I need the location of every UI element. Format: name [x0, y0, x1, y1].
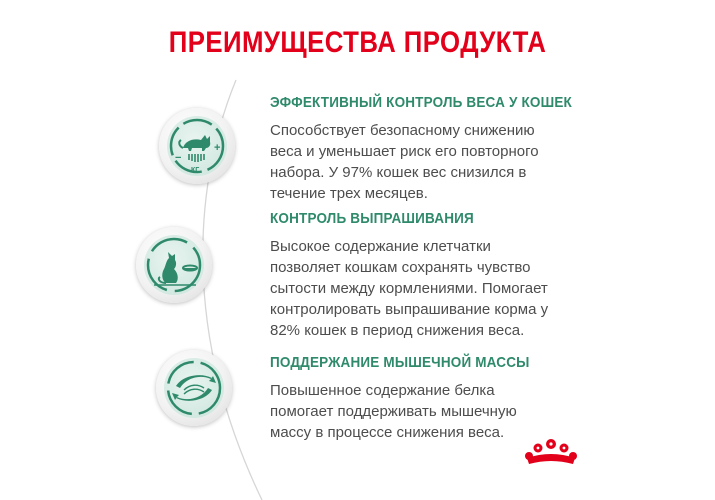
weight-control-badge: [159, 108, 235, 184]
muscle-fiber-icon: [156, 350, 232, 426]
muscle-mass-badge: [156, 350, 232, 426]
svg-text:+: +: [214, 142, 221, 154]
feature-begging-control: [270, 210, 600, 341]
feature-heading: ЭФФЕКТИВНЫЙ КОНТРОЛЬ ВЕСА У КОШЕК: [270, 94, 572, 111]
begging-control-badge: [136, 227, 212, 303]
svg-text:−: −: [175, 152, 182, 164]
cat-on-scale-icon: [159, 108, 235, 184]
feature-weight-control: [270, 94, 600, 204]
feature-description: Способствует безопасному снижению веса и уменьшает риск его повторного набора. У 97% кошек вес снизился в течение трех месяцев.: [270, 122, 539, 202]
cat-with-bowl-icon: [136, 227, 212, 303]
page-title: ПРЕИМУЩЕСТВА ПРОДУКТА: [168, 26, 547, 59]
feature-description: Высокое содержание клетчатки позволяет кошкам сохранять чувство сытости между кормлениями. Помогает контролировать выпрашивание корма у 82% кошек в период снижения веса.: [270, 238, 549, 339]
feature-description: Повышенное содержание белка помогает поддерживать мышечную массу в процессе снижения веса.: [270, 382, 517, 441]
feature-heading: КОНТРОЛЬ ВЫПРАШИВАНИЯ: [270, 210, 474, 227]
feature-heading: ПОДДЕРЖАНИЕ МЫШЕЧНОЙ МАССЫ: [270, 354, 530, 371]
royal-canin-crown-logo: [521, 430, 581, 470]
svg-text:КГ: КГ: [191, 167, 200, 174]
